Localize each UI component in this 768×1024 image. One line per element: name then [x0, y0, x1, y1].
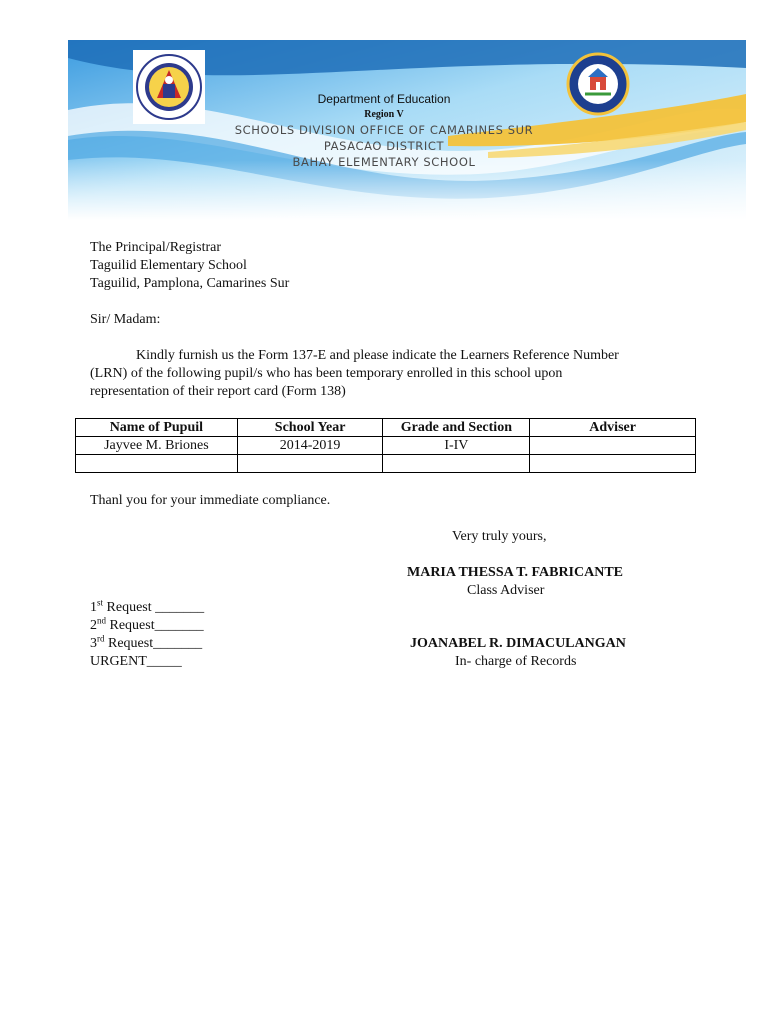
- column-header-school-year: School Year: [237, 419, 383, 437]
- cell-grade-section: I-IV: [383, 437, 530, 455]
- department-title: Department of Education: [317, 92, 451, 106]
- request-first: 1st Request _______: [90, 597, 205, 615]
- body-line-2: (LRN) of the following pupil/s who has been temporary enrolled in this school upon: [90, 366, 563, 381]
- signatory-name-1: MARIA THESSA T. FABRICANTE: [407, 565, 624, 580]
- district-title: PASACAO DISTRICT: [323, 139, 445, 153]
- column-header-grade-section: Grade and Section: [383, 419, 530, 437]
- request-third: 3rd Request_______: [90, 633, 203, 651]
- signatory-name-2: JOANABEL R. DIMACULANGAN: [410, 636, 626, 651]
- cell-pupil-name: [76, 455, 238, 473]
- thank-you-line: Thanl you for your immediate compliance.: [90, 493, 331, 508]
- recipient-line-2: Taguilid Elementary School: [90, 258, 247, 273]
- body-line-3: representation of their report card (Form 138): [90, 384, 346, 399]
- recipient-line-1: The Principal/Registrar: [90, 240, 222, 255]
- recipient-line-3: Taguilid, Pamplona, Camarines Sur: [90, 276, 290, 291]
- cell-adviser: [530, 455, 696, 473]
- school-title: BAHAY ELEMENTARY SCHOOL: [292, 155, 476, 169]
- table-header-row: [76, 419, 696, 437]
- division-title: SCHOOLS DIVISION OFFICE OF CAMARINES SUR: [234, 123, 534, 137]
- request-urgent: URGENT_____: [90, 654, 182, 669]
- pupil-table: [75, 418, 696, 473]
- signatory-title-1: Class Adviser: [467, 583, 545, 598]
- cell-school-year: 2014-2019: [237, 437, 383, 455]
- school-seal-icon: [561, 52, 635, 116]
- cell-grade-section: [383, 455, 530, 473]
- cell-pupil-name: Jayvee M. Briones: [76, 437, 238, 455]
- table-row: [76, 455, 696, 473]
- region-title: Region V: [364, 109, 404, 120]
- cell-adviser: [530, 437, 696, 455]
- cell-school-year: [237, 455, 383, 473]
- column-header-name: Name of Pupuil: [76, 419, 238, 437]
- valediction: Very truly yours,: [452, 529, 547, 544]
- table-row: [76, 437, 696, 455]
- request-second: 2nd Request_______: [90, 615, 204, 633]
- column-header-adviser: Adviser: [530, 419, 696, 437]
- signatory-title-2: In- charge of Records: [455, 654, 577, 669]
- body-line-1: Kindly furnish us the Form 137-E and please indicate the Learners Reference Number: [136, 348, 619, 363]
- salutation: Sir/ Madam:: [90, 312, 161, 327]
